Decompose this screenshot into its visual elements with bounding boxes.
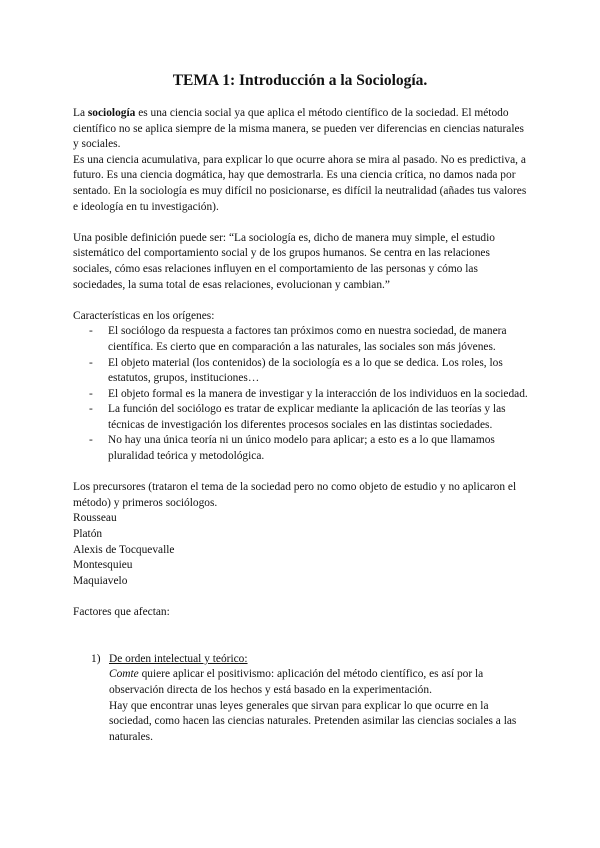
precursor-name: Platón xyxy=(73,528,103,541)
precursor-name: Rousseau xyxy=(73,512,117,525)
precursor-name: Maquiavelo xyxy=(73,574,128,587)
document-title: TEMA 1: Introducción a la Sociología. xyxy=(172,72,428,89)
intro-paragraph-2: Es una ciencia acumulativa, para explicar lo que ocurre ahora se mira al pasado. No es predictiva, a futuro. Es una ciencia dogmática, hay que demostrarla. Es una ciencia crítica, no damos nada por sentado. En la sociología es muy difícil no posicionarse, es difícil la neutralidad (añades tus valores e ideología en tu investigación). xyxy=(73,153,527,213)
factor-lead xyxy=(109,667,530,698)
intro-lead: La xyxy=(73,107,88,119)
document-body xyxy=(73,106,530,745)
spacer xyxy=(73,636,530,652)
intro-rest: es una ciencia social ya que aplica el método científico de la sociedad. El método científico no se aplica siempre de la misma manera, se pueden ver diferencias en ciencias naturales y sociales. xyxy=(73,107,524,151)
spacer xyxy=(73,293,530,309)
factors-heading: Factores que afectan: xyxy=(73,606,170,618)
precursor-name: Alexis de Tocquevalle xyxy=(73,543,175,556)
origins-item: - No hay una única teoría ni un único modelo para aplicar; a esto es a lo que llamamos pluralidad teórica y metodológica. xyxy=(73,433,530,464)
intro-paragraph-1 xyxy=(73,106,530,153)
sociologia-term: sociología xyxy=(87,107,136,119)
comte-name: Comte xyxy=(109,668,139,681)
origins-list xyxy=(73,324,530,464)
factor-title: De orden intelectual y teórico: xyxy=(109,652,248,665)
factor-item xyxy=(73,652,530,746)
origins-item: - La función del sociólogo es tratar de explicar mediante la aplicación de las teorías y las técnicas de investigación los diferentes procesos sociales en las distintas sociedades. xyxy=(73,402,530,433)
factor-number: 1) xyxy=(91,652,101,665)
spacer xyxy=(73,589,530,605)
origins-heading: Características en los orígenes: xyxy=(73,309,215,322)
origins-item: - El objeto material (los contenidos) de la sociología es a lo que se dedica. Los roles, los estatutos, grupos, instituciones… xyxy=(73,356,530,387)
definition-paragraph: Una posible definición puede ser: “La sociología es, dicho de manera muy simple, el estudio sistemático del comportamiento social y de los grupos humanos. Se centra en las relaciones sociales, cómo esas relaciones influyen en el comportamiento de las personas y cómo las sociedades, la suma total de esas relaciones, evolucionan y cambian.” xyxy=(73,231,495,291)
spacer xyxy=(73,465,530,481)
precursors-intro: Los precursores (trataron el tema de la sociedad pero no como objeto de estudio y no aplicaron el método) y primeros sociólogos. xyxy=(73,481,517,509)
precursor-name: Montesquieu xyxy=(73,559,133,572)
precursors-list xyxy=(73,511,530,589)
origins-item: - El objeto formal es la manera de investigar y la interacción de los individuos en la sociedad. xyxy=(73,387,530,403)
spacer xyxy=(73,621,530,637)
factor-paragraph: Hay que encontrar unas leyes generales que sirvan para explicar lo que ocurre en la sociedad, como hacen las ciencias naturales. Pretenden asimilar las ciencias sociales a las naturales. xyxy=(109,699,517,743)
factors-list xyxy=(73,652,530,746)
factor-lead-text: quiere aplicar el positivismo: aplicación del método científico, es así por la observación directa de los hechos y está basado en la experimentación. xyxy=(109,668,484,696)
origins-item: - El sociólogo da respuesta a factores tan próximos como en nuestra sociedad, de manera científica. Es cierto que en comparación a las naturales, las sociales son más jóvenes. xyxy=(73,324,530,355)
spacer xyxy=(73,215,530,231)
